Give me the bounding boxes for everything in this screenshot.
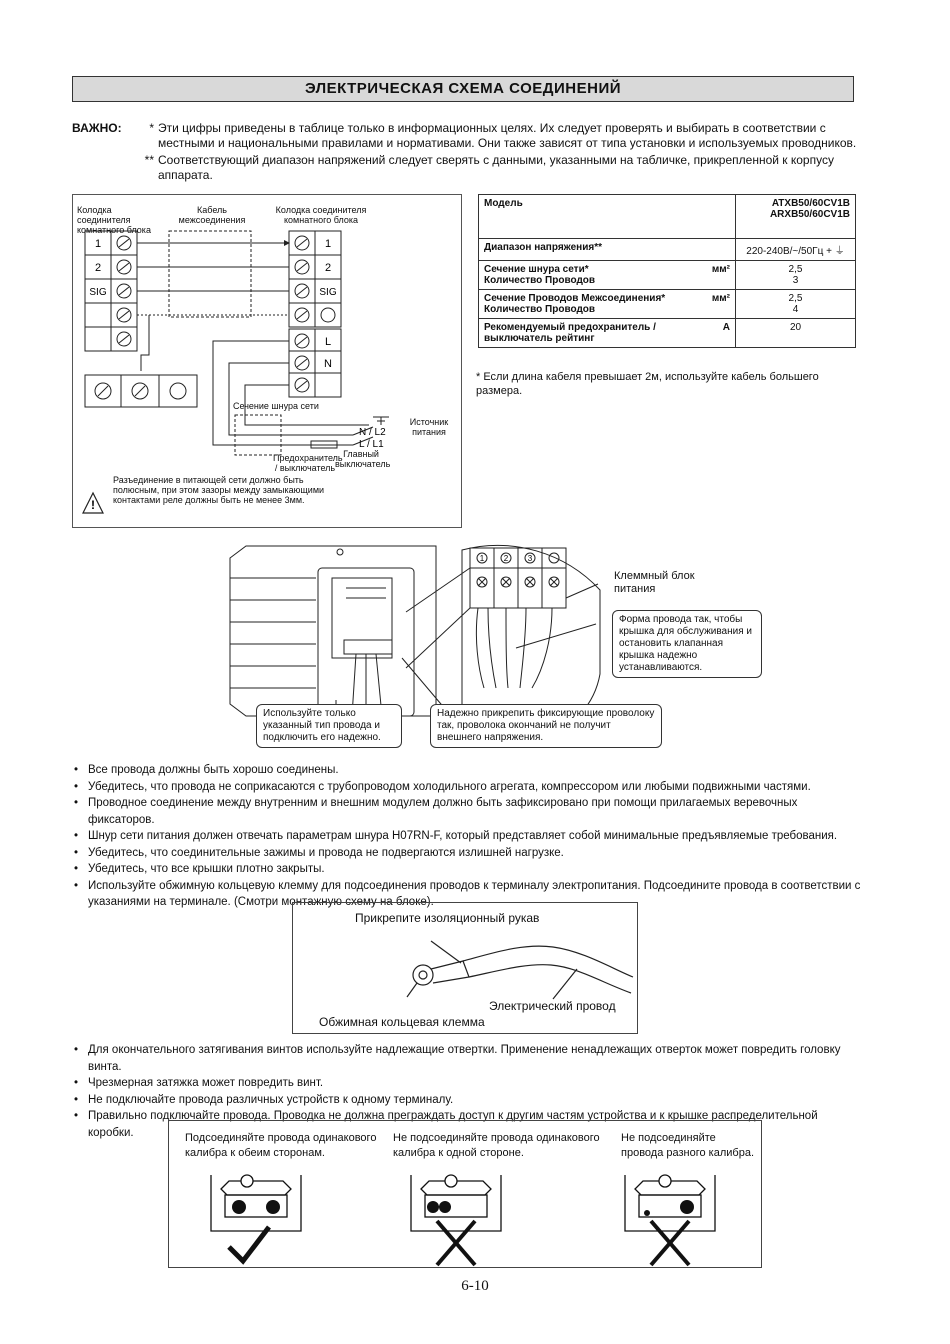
n-l2-label: N / L2 <box>359 427 386 438</box>
terminal-num-1: 1 <box>479 554 485 563</box>
model-value-2: ARXB50/60CV1B <box>769 209 850 220</box>
list-item: • Не подключайте провода различных устройств к одному терминалу. <box>72 1092 862 1109</box>
gauge-svg <box>169 1169 763 1269</box>
wiring-warning: Разъединение в питающей сети должно быть полюсным, при этом зазоры между замыкающими контактами реле должны быть не менее 3мм. <box>113 475 325 505</box>
outdoor-tl: L <box>324 336 332 348</box>
model-value-1: ATXB50/60CV1B <box>771 198 850 209</box>
power-source-label: Источник питания <box>409 417 449 437</box>
sleeve-label: Прикрепите изоляционный рукав <box>355 911 540 925</box>
inter-values <box>736 290 856 319</box>
page-title: ЭЛЕКТРИЧЕСКАЯ СХЕМА СОЕДИНЕНИЙ <box>72 76 854 102</box>
wire-shape-callout: Форма провода так, чтобы крышка для обслуживания и остановить клапанная крышка надежно устанавливаются. <box>612 610 762 678</box>
inter-labels <box>479 290 736 319</box>
cord-count-value: 3 <box>792 275 799 286</box>
cord-label: Сечение шнура сети* <box>484 264 589 275</box>
list-item: • Убедитесь, что соединительные зажимы и провода не подвергаются излишней нагрузке. <box>72 845 862 862</box>
outdoor-t2: 2 <box>324 262 332 274</box>
gauge-case-1: Подсоединяйте провода одинакового калибра к обеим сторонам. <box>185 1132 377 1159</box>
voltage-label: Диапазон напряжения** <box>479 239 736 261</box>
spec-table <box>478 194 856 348</box>
fuse-rating-value: 20 <box>736 319 856 348</box>
outdoor-tsig: SIG <box>319 287 337 298</box>
fuse-rating-label-cell <box>479 319 736 348</box>
important-label: ВАЖНО: <box>72 121 122 135</box>
use-wire-callout: Используйте только указанный тип провода и подключить его надежно. <box>256 704 402 748</box>
note1-text: Эти цифры приведены в таблице только в информационных целях. Их следует проверять и выбирать в соответствии с местными и национальными правилами и нормативами. Они также зависят от типа установки и используемых проводников. <box>158 121 857 150</box>
note1-mark: * <box>149 121 154 135</box>
page-number: 6-10 <box>461 1278 489 1294</box>
note2-text: Соответствующий диапазон напряжений следует сверять с данными, указанными на табличке, прикрепленной к корпусу аппарата. <box>158 153 834 182</box>
l-l1-label: L / L1 <box>359 439 384 450</box>
cable-label: Кабель межсоединения <box>178 205 246 225</box>
cable-length-note: * Если длина кабеля превышает 2м, используйте кабель большего размера. <box>476 371 819 397</box>
outdoor-t1: 1 <box>324 238 332 250</box>
model-label: Модель <box>479 195 736 239</box>
indoor-t1: 1 <box>94 238 102 250</box>
crimp-figure <box>292 902 638 1034</box>
list-item: • Используйте обжимную кольцевую клемму для подсоединения проводов к терминалу электропитания. Подсоедините провода в соответствии с указаниями на терминале. (Смотри монтажную схему на блоке). <box>72 878 862 911</box>
indoor-t2: 2 <box>94 262 102 274</box>
svg-text:!: ! <box>91 498 95 512</box>
voltage-value: 220-240В/~/50Гц + ⏚ <box>736 239 856 261</box>
list-item: • Убедитесь, что все крышки плотно закрыты. <box>72 861 862 878</box>
cord-value: 2,5 <box>788 264 803 275</box>
list-item: • Чрезмерная затяжка может повредить винт. <box>72 1075 862 1092</box>
cord-values <box>736 261 856 290</box>
cord-labels <box>479 261 736 290</box>
main-switch-label: Главный выключатель <box>335 449 391 469</box>
wiring-diagram <box>72 194 462 528</box>
wiring-rules-list <box>72 762 862 911</box>
cord-count-label: Количество Проводов <box>484 275 596 286</box>
fuse-label: Предохранитель / выключатель <box>273 453 343 473</box>
terminal-num-2: 2 <box>503 554 509 563</box>
indoor-tsig: SIG <box>89 287 107 298</box>
inter-unit: мм² <box>711 293 730 304</box>
gauge-case-2: Не подсоединяйте провода одинакового калибра к одной стороне. <box>393 1132 600 1159</box>
wire-gauge-figure <box>168 1120 762 1268</box>
list-item: • Шнур сети питания должен отвечать параметрам шнура H07RN-F, который представляет собой минимальные предъявляемые требования. <box>72 828 862 845</box>
list-item: • Все провода должны быть хорошо соединены. <box>72 762 862 779</box>
outdoor-tn: N <box>324 358 332 370</box>
important-notes <box>72 121 856 185</box>
cord-unit: мм² <box>711 264 730 275</box>
inter-label: Сечение Проводов Межсоединения* <box>484 293 666 304</box>
note2-mark: ** <box>144 153 154 167</box>
inter-count-value: 4 <box>792 304 799 315</box>
list-item: • Убедитесь, что провода не соприкасаются с трубопроводом холодильного агрегата, компрессором или любыми подвижными частями. <box>72 779 862 796</box>
fuse-rating-unit: A <box>722 322 730 333</box>
fix-wire-callout: Надежно прикрепить фиксирующие проволоку так, проволока окончаний не получит внешнего напряжения. <box>430 704 662 748</box>
list-item: • Правильно подключайте провода. Проводка не должна преграждать доступ к другим частям устройства и к крышке распределительной коробки. <box>72 1108 862 1141</box>
terminal-num-3: 3 <box>527 554 533 563</box>
inter-count-label: Количество Проводов <box>484 304 596 315</box>
gauge-case-3: Не подсоединяйте провода разного калибра. <box>621 1132 754 1159</box>
outdoor-block-label: Колодка соединителя комнатного блока <box>275 205 367 225</box>
ring-terminal-label: Обжимная кольцевая клемма <box>319 1015 485 1029</box>
terminal-block-label: Клеммный блок питания <box>614 570 695 595</box>
electric-wire-label: Электрический провод <box>489 999 616 1013</box>
indoor-block-label: Колодка соединителя комнатного блока <box>77 205 151 235</box>
inter-value: 2,5 <box>788 293 803 304</box>
model-values <box>736 195 856 239</box>
fuse-rating-label: Рекомендуемый предохранитель /выключатель рейтинг <box>484 322 656 344</box>
list-item: • Для окончательного затягивания винтов используйте надлежащие отвертки. Применение ненадлежащих отверток может повредить головку винта. <box>72 1042 862 1075</box>
list-item: • Проводное соединение между внутренним и внешним модулем должно быть зафиксировано при помощи прилагаемых веревочных фиксаторов. <box>72 795 862 828</box>
power-cord-label: Сечение шнура сети <box>233 401 319 411</box>
